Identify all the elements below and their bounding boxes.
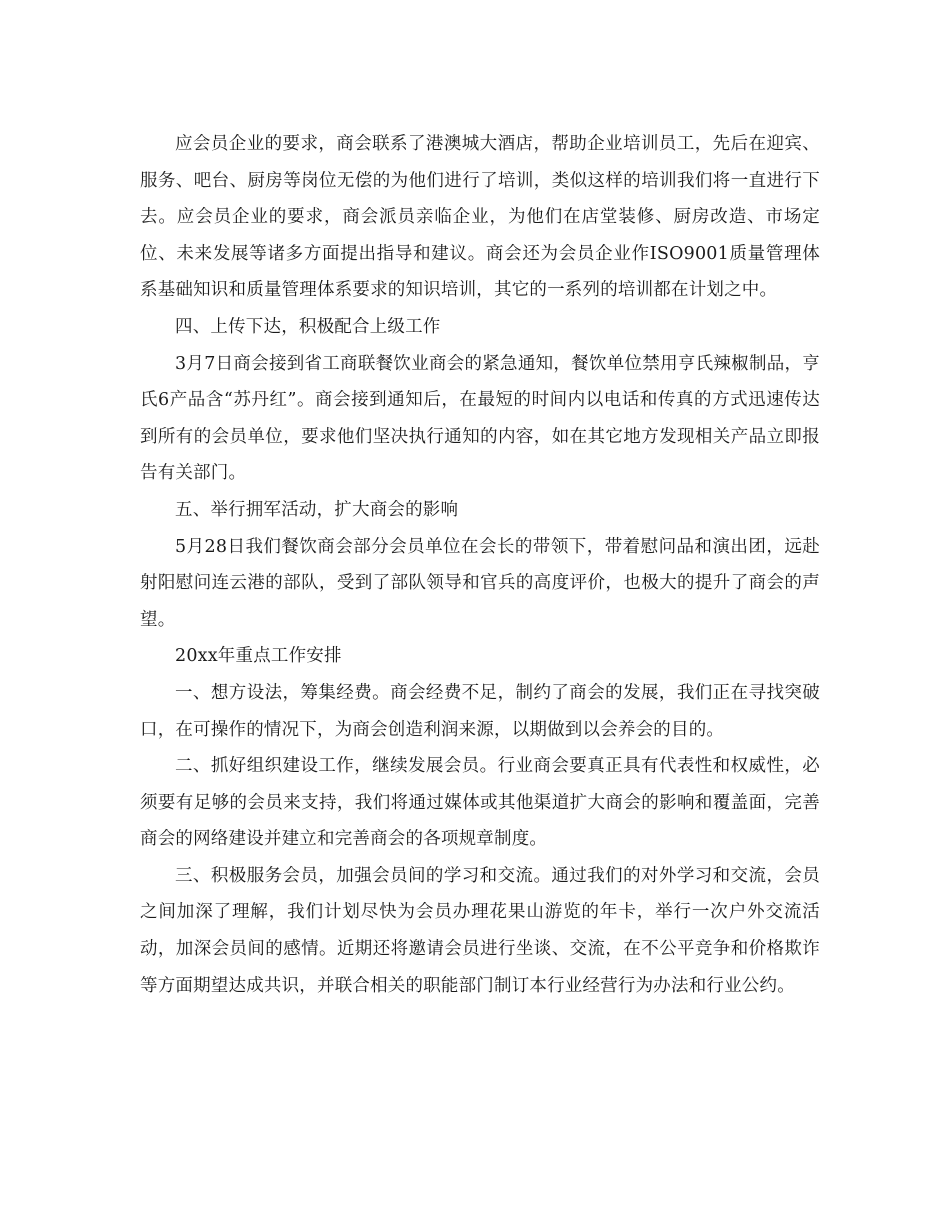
paragraph-sudan-red-notice: 3月7日商会接到省工商联餐饮业商会的紧急通知，餐饮单位禁用亨氏辣椒制品，亨氏6产品含“苏丹红”。商会接到通知后，在最短的时间内以电话和传真的方式迅速传达到所有的会员单位，要求他们坚决执行通知的内容，如在其它地方发现相关产品立即报告有关部门。	[140, 353, 820, 484]
paragraph-army-support: 5月28日我们餐饮商会部分会员单位在会长的带领下，带着慰问品和演出团，远赴射阳慰问连云港的部队，受到了部队领导和官兵的高度评价，也极大的提升了商会的声望。	[140, 536, 820, 630]
heading-work-plan: 20xx年重点工作安排	[175, 646, 342, 667]
heading-section-four: 四、上传下达，积极配合上级工作	[175, 316, 441, 337]
heading-section-five: 五、举行拥军活动，扩大商会的影响	[175, 499, 459, 520]
paragraph-plan-exchange: 三、积极服务会员，加强会员间的学习和交流。通过我们的对外学习和交流，会员之间加深了理解，我们计划尽快为会员办理花果山游览的年卡，举行一次户外交流活动，加深会员间的感情。近期还将邀请会员进行坐谈、交流，在不公平竞争和价格欺诈等方面期望达成共识，并联合相关的职能部门制订本行业经营行为办法和行业公约。	[140, 865, 820, 996]
paragraph-plan-membership: 二、抓好组织建设工作，继续发展会员。行业商会要真正具有代表性和权威性，必须要有足够的会员来支持，我们将通过媒体或其他渠道扩大商会的影响和覆盖面，完善商会的网络建设并建立和完善商会的各项规章制度。	[140, 756, 820, 850]
document-body	[140, 126, 820, 1004]
paragraph-plan-funding: 一、想方设法，筹集经费。商会经费不足，制约了商会的发展，我们正在寻找突破口，在可操作的情况下，为商会创造利润来源，以期做到以会养会的目的。	[140, 682, 820, 740]
paragraph-training: 应会员企业的要求，商会联系了港澳城大酒店，帮助企业培训员工，先后在迎宾、服务、吧台、厨房等岗位无偿的为他们进行了培训，类似这样的培训我们将一直进行下去。应会员企业的要求，商会派员亲临企业，为他们在店堂装修、厨房改造、市场定位、未来发展等诸多方面提出指导和建议。商会还为会员企业作ISO9001质量管理体系基础知识和质量管理体系要求的知识培训，其它的一系列的培训都在计划之中。	[140, 134, 820, 301]
